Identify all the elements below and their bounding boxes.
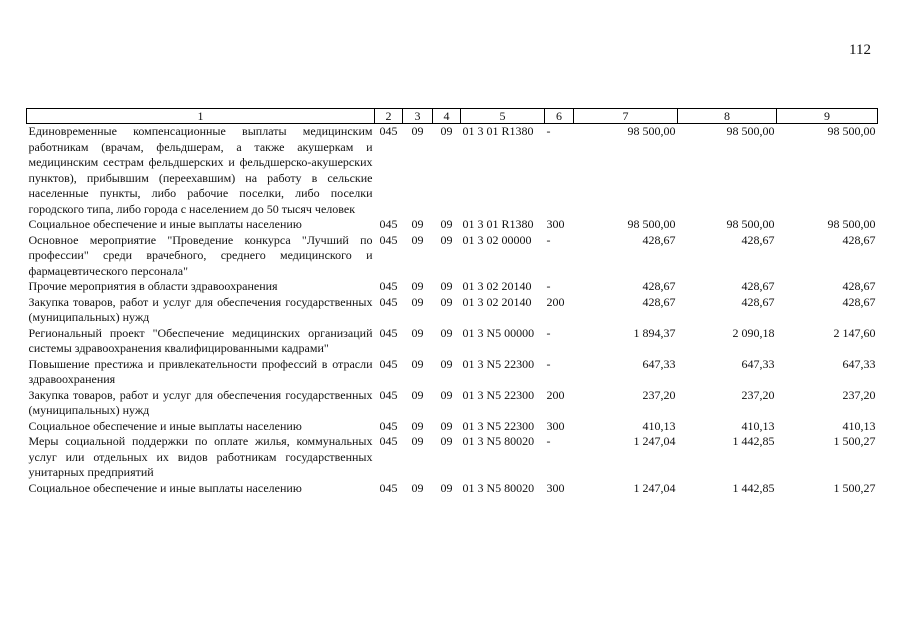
budget-table (26, 108, 878, 496)
row-grbs-code: 045 (379, 232, 398, 247)
header-col-1: 1 (27, 109, 375, 124)
row-name: Прочие мероприятия в области здравоохранения (28, 279, 278, 293)
row-amount-year-1: 98 500,00 (627, 124, 676, 138)
row-grbs-code: 045 (379, 434, 398, 448)
row-subsection-code: 09 (440, 434, 453, 448)
row-amount-year-2: 98 500,00 (726, 217, 775, 231)
row-expense-type-code: 200 (546, 294, 565, 309)
row-amount-year-1: 1 894,37 (633, 325, 676, 340)
row-target-article-code: 01 3 02 20140 (462, 279, 532, 293)
row-expense-type-code: - (546, 325, 551, 340)
table-row (27, 388, 878, 419)
row-grbs-code: 045 (379, 356, 398, 371)
row-subsection-code: 09 (440, 217, 453, 231)
header-col-6: 6 (545, 109, 574, 124)
row-expense-type-code: - (546, 232, 551, 247)
row-subsection-code: 09 (440, 387, 453, 402)
row-amount-year-2: 647,33 (741, 356, 775, 371)
row-name: Региональный проект "Обеспечение медицинских организаций системы здравоохранения квалифицированными кадрами" (28, 325, 373, 355)
header-col-3: 3 (403, 109, 433, 124)
row-amount-year-2: 428,67 (741, 232, 775, 247)
row-section-code: 09 (411, 279, 424, 293)
row-amount-year-2: 410,13 (741, 418, 775, 433)
row-subsection-code: 09 (440, 232, 453, 247)
row-amount-year-1: 428,67 (642, 232, 676, 247)
row-name: Закупка товаров, работ и услуг для обеспечения государственных (муниципальных) нужд (28, 294, 373, 324)
table-row (27, 357, 878, 388)
table-row (27, 124, 878, 218)
header-col-8: 8 (678, 109, 777, 124)
row-subsection-code: 09 (440, 279, 453, 293)
row-amount-year-3: 237,20 (842, 387, 876, 402)
row-amount-year-1: 98 500,00 (627, 217, 676, 231)
row-target-article-code: 01 3 N5 80020 (462, 434, 535, 448)
header-col-4: 4 (433, 109, 461, 124)
row-amount-year-1: 647,33 (642, 356, 676, 371)
table-row (27, 419, 878, 435)
row-amount-year-3: 647,33 (842, 356, 876, 371)
header-col-5: 5 (461, 109, 545, 124)
row-amount-year-3: 410,13 (842, 418, 876, 433)
header-col-9: 9 (777, 109, 878, 124)
row-section-code: 09 (411, 480, 424, 495)
row-name: Меры социальной поддержки по оплате жилья, коммунальных услуг или отдельных их видов работникам государственных унитарных предприятий (28, 434, 373, 479)
row-target-article-code: 01 3 02 00000 (462, 232, 532, 247)
row-target-article-code: 01 3 N5 00000 (462, 325, 535, 340)
row-section-code: 09 (411, 294, 424, 309)
row-target-article-code: 01 3 N5 22300 (462, 387, 535, 402)
row-section-code: 09 (411, 325, 424, 340)
row-name: Основное мероприятие "Проведение конкурса "Лучший по профессии" среди врачебного, среднего медицинского и фармацевтического персонала" (28, 232, 373, 278)
row-subsection-code: 09 (440, 294, 453, 309)
row-expense-type-code: - (546, 279, 551, 293)
row-amount-year-2: 428,67 (741, 279, 775, 293)
table-row (27, 217, 878, 233)
row-amount-year-2: 2 090,18 (732, 325, 775, 340)
row-amount-year-2: 98 500,00 (726, 124, 775, 138)
row-expense-type-code: - (546, 434, 551, 448)
header-row (27, 109, 878, 124)
row-amount-year-3: 1 500,27 (833, 480, 876, 495)
row-expense-type-code: 300 (546, 480, 565, 495)
row-amount-year-1: 1 247,04 (633, 434, 676, 448)
row-name: Социальное обеспечение и иные выплаты населению (28, 480, 302, 495)
header-col-2: 2 (375, 109, 403, 124)
table-body (27, 124, 878, 497)
row-expense-type-code: 200 (546, 387, 565, 402)
table-row (27, 481, 878, 497)
row-grbs-code: 045 (379, 480, 398, 495)
row-subsection-code: 09 (440, 418, 453, 433)
row-amount-year-1: 1 247,04 (633, 480, 676, 495)
row-name: Повышение престижа и привлекательности профессий в отрасли здравоохранения (28, 356, 373, 386)
row-name: Единовременные компенсационные выплаты медицинским работникам (врачам, фельдшерам, а также акушеркам и медицинским сестрам фельдшерских и фельдшерско-акушерских пунктов), прибывшим (переехавшим) на работу в сельские населенные пункты, либо рабочие поселки, либо поселки городского типа, либо города с населением до 50 тысяч человек (28, 124, 373, 216)
row-amount-year-3: 1 500,27 (833, 434, 876, 448)
row-expense-type-code: - (546, 356, 551, 371)
row-expense-type-code: - (546, 124, 551, 138)
row-name: Социальное обеспечение и иные выплаты населению (28, 217, 302, 231)
row-amount-year-2: 1 442,85 (732, 434, 775, 448)
row-subsection-code: 09 (440, 480, 453, 495)
row-section-code: 09 (411, 232, 424, 247)
row-amount-year-3: 98 500,00 (827, 217, 876, 231)
row-expense-type-code: 300 (546, 418, 565, 433)
row-section-code: 09 (411, 356, 424, 371)
row-amount-year-1: 428,67 (642, 294, 676, 309)
row-amount-year-3: 428,67 (842, 294, 876, 309)
row-subsection-code: 09 (440, 124, 453, 138)
row-amount-year-3: 98 500,00 (827, 124, 876, 138)
row-name: Закупка товаров, работ и услуг для обеспечения государственных (муниципальных) нужд (28, 387, 373, 417)
row-target-article-code: 01 3 02 20140 (462, 294, 532, 309)
row-section-code: 09 (411, 387, 424, 402)
row-amount-year-3: 428,67 (842, 232, 876, 247)
row-subsection-code: 09 (440, 325, 453, 340)
row-amount-year-2: 428,67 (741, 294, 775, 309)
row-subsection-code: 09 (440, 356, 453, 371)
row-grbs-code: 045 (379, 217, 398, 231)
row-section-code: 09 (411, 217, 424, 231)
row-amount-year-3: 2 147,60 (833, 325, 876, 340)
row-target-article-code: 01 3 N5 22300 (462, 418, 535, 433)
row-amount-year-1: 237,20 (642, 387, 676, 402)
row-section-code: 09 (411, 124, 424, 138)
row-section-code: 09 (411, 434, 424, 448)
row-amount-year-1: 410,13 (642, 418, 676, 433)
table-header (27, 109, 878, 124)
table-row (27, 295, 878, 326)
row-section-code: 09 (411, 418, 424, 433)
row-target-article-code: 01 3 01 R1380 (462, 217, 534, 231)
row-grbs-code: 045 (379, 294, 398, 309)
table-row (27, 434, 878, 481)
table-row (27, 233, 878, 280)
table-row (27, 326, 878, 357)
row-grbs-code: 045 (379, 279, 398, 293)
row-expense-type-code: 300 (546, 217, 565, 231)
header-col-7: 7 (574, 109, 678, 124)
row-grbs-code: 045 (379, 418, 398, 433)
row-grbs-code: 045 (379, 124, 398, 138)
row-target-article-code: 01 3 N5 22300 (462, 356, 535, 371)
row-amount-year-1: 428,67 (642, 279, 676, 293)
row-grbs-code: 045 (379, 387, 398, 402)
row-amount-year-2: 1 442,85 (732, 480, 775, 495)
page-number: 112 (849, 42, 871, 58)
row-name: Социальное обеспечение и иные выплаты населению (28, 418, 302, 433)
row-target-article-code: 01 3 N5 80020 (462, 480, 535, 495)
table-row (27, 279, 878, 295)
row-amount-year-2: 237,20 (741, 387, 775, 402)
row-grbs-code: 045 (379, 325, 398, 340)
row-target-article-code: 01 3 01 R1380 (462, 124, 534, 138)
row-amount-year-3: 428,67 (842, 279, 876, 293)
